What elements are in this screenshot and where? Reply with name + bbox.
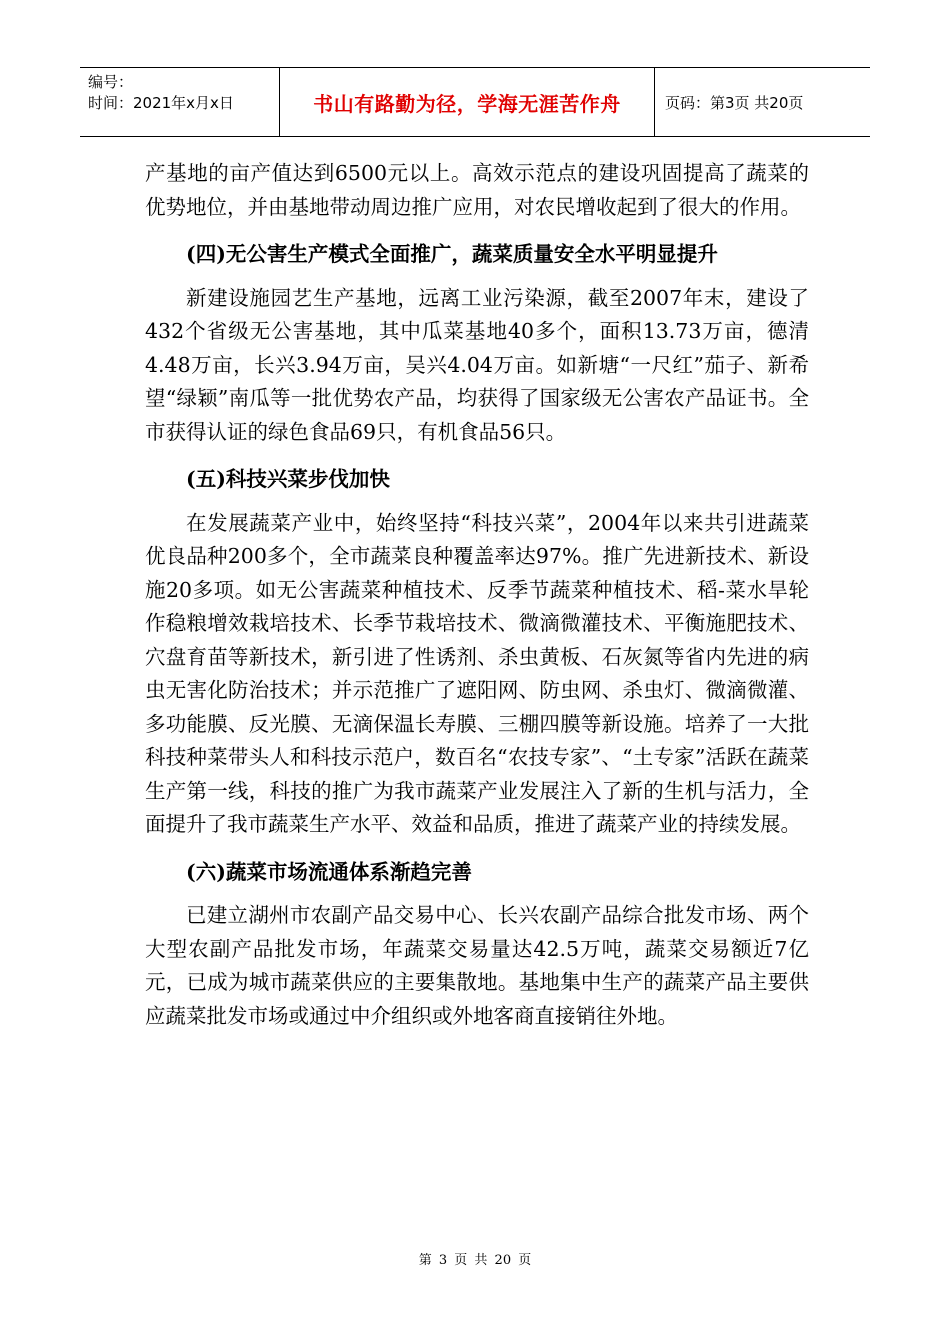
section-heading-5: (五)科技兴菜步伐加快 [186,467,390,491]
page-header [80,67,870,137]
paragraph-section-5: 在发展蔬菜产业中，始终坚持“科技兴菜”，2004年以来共引进蔬菜优良品种200多个，全市蔬菜良种覆盖率达97%。推广先进新技术、新设施20多项。如无公害蔬菜种植技术、反季节蔬菜种植技术、稻-菜水旱轮作稳粮增效栽培技术、长季节栽培技术、微滴微灌技术、平衡施肥技术、穴盘育苗等新技术，新引进了性诱剂、杀虫黄板、石灰氮等省内先进的病虫无害化防治技术；并示范推广了遮阳网、防虫网、杀虫灯、微滴微灌、多功能膜、反光膜、无滴保温长寿膜、三棚四膜等新设施。培养了一大批科技种菜带头人和科技示范户，数百名“农技专家”、“土专家”活跃在蔬菜生产第一线，科技的推广为我市蔬菜产业发展注入了新的生机与活力，全面提升了我市蔬菜生产水平、效益和品质，推进了蔬菜产业的持续发展。 [145,510,809,836]
header-page-info: 页码：第3页 共20页 [665,93,804,112]
header-meta [80,68,280,136]
header-motto: 书山有路勤为径，学海无涯苦作舟 [280,68,655,136]
paragraph-section-4: 新建设施园艺生产基地，远离工业污染源，截至2007年末，建设了432个省级无公害基地，其中瓜菜基地40多个，面积13.73万亩，德清4.48万亩，长兴3.94万亩，吴兴4.04万亩。如新塘“一尺红”茄子、新希望“绿颖”南瓜等一批优势农产品，均获得了国家级无公害农产品证书。全市获得认证的绿色食品69只，有机食品56只。 [145,285,809,444]
paragraph-continued: 产基地的亩产值达到6500元以上。高效示范点的建设巩固提高了蔬菜的优势地位，并由基地带动周边推广应用，对农民增收起到了很大的作用。 [145,161,809,219]
page-footer: 第 3 页 共 20 页 [418,1253,532,1268]
doc-time-label: 时间：2021年x月x日 [88,94,234,112]
section-heading-6: (六)蔬菜市场流通体系渐趋完善 [186,859,472,884]
section-heading-4: (四)无公害生产模式全面推广，蔬菜质量安全水平明显提升 [186,242,718,266]
doc-number-label: 编号： [88,73,134,91]
paragraph-section-6: 已建立湖州市农副产品交易中心、长兴农副产品综合批发市场、两个大型农副产品批发市场，年蔬菜交易量达42.5万吨，蔬菜交易额近7亿元，已成为城市蔬菜供应的主要集散地。基地集中生产的蔬菜产品主要供应蔬菜批发市场或通过中介组织或外地客商直接销往外地。 [145,903,809,1028]
document-body [145,157,809,1033]
